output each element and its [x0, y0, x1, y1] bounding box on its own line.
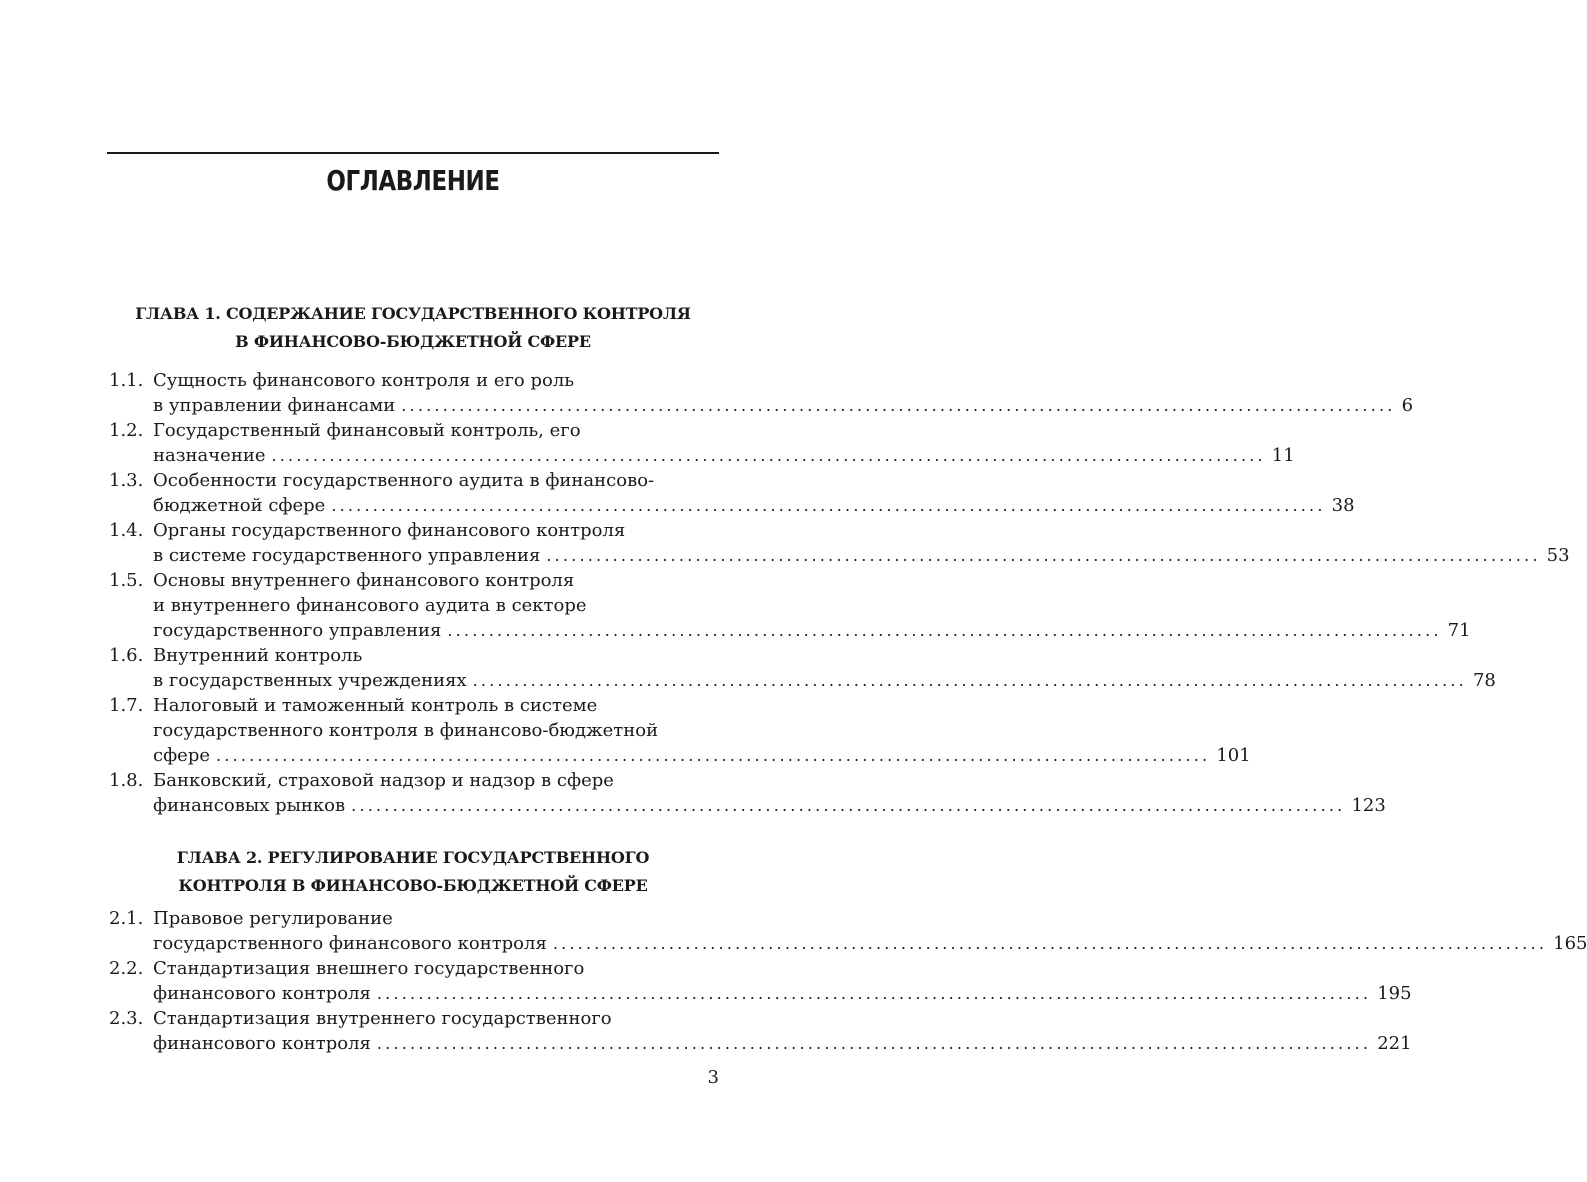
- toc-entry-2-3[interactable]: [107, 1006, 1412, 1056]
- dot-leader: ........................................................................................................................: [351, 796, 1346, 815]
- entry-text: финансового контроля: [153, 1033, 371, 1054]
- page-number: 3: [707, 1067, 719, 1088]
- entry-text: финансовых рынков: [153, 795, 346, 816]
- entry-text: Банковский, страховой надзор и надзор в сфере: [153, 770, 614, 791]
- entry-text: Органы государственного финансового контроля: [153, 520, 626, 541]
- dot-leader: ........................................................................................................................: [546, 546, 1541, 565]
- chapter-2-heading: [107, 844, 719, 900]
- entry-page: 195: [1377, 983, 1412, 1004]
- entry-text: государственного финансового контроля: [153, 933, 547, 954]
- entry-text: Стандартизация внешнего государственного: [153, 958, 585, 979]
- chapter-1-heading: [107, 300, 719, 356]
- dot-leader: ........................................................................................................................: [331, 496, 1326, 515]
- entry-number: 1.5.: [109, 570, 144, 591]
- entry-text: Стандартизация внутреннего государственного: [153, 1008, 612, 1029]
- top-rule: [107, 152, 719, 154]
- chapter-heading-line: ГЛАВА 1. СОДЕРЖАНИЕ ГОСУДАРСТВЕННОГО КОНТРОЛЯ: [135, 304, 691, 323]
- dot-leader: ........................................................................................................................: [376, 1034, 1372, 1053]
- toc-entry-1-7[interactable]: [107, 693, 1251, 768]
- chapter-1-toc: [107, 368, 1570, 818]
- entry-text: государственного управления: [153, 620, 442, 641]
- entry-page: 11: [1271, 445, 1295, 466]
- toc-entry-1-2[interactable]: [107, 418, 1295, 468]
- entry-page: 6: [1401, 395, 1414, 416]
- entry-text: Налоговый и таможенный контроль в системе: [153, 695, 598, 716]
- entry-number: 1.2.: [109, 420, 144, 441]
- entry-text: Основы внутреннего финансового контроля: [153, 570, 575, 591]
- entry-page: 78: [1472, 670, 1496, 691]
- entry-text: в государственных учреждениях: [153, 670, 467, 691]
- entry-page: 221: [1377, 1033, 1412, 1054]
- entry-number: 2.2.: [109, 958, 144, 979]
- dot-leader: ........................................................................................................................: [552, 934, 1548, 953]
- entry-number: 2.1.: [109, 908, 144, 929]
- dot-leader: ........................................................................................................................: [271, 446, 1266, 465]
- toc-entry-1-6[interactable]: [107, 643, 1496, 693]
- dot-leader: ........................................................................................................................: [472, 671, 1467, 690]
- entry-text: Внутренний контроль: [153, 645, 363, 666]
- chapter-heading-line: КОНТРОЛЯ В ФИНАНСОВО-БЮДЖЕТНОЙ СФЕРЕ: [178, 876, 648, 895]
- entry-number: 1.6.: [109, 645, 144, 666]
- toc-entry-2-1[interactable]: [107, 906, 1587, 956]
- entry-text: Сущность финансового контроля и его роль: [153, 370, 575, 391]
- entry-text: назначение: [153, 445, 266, 466]
- entry-number: 1.3.: [109, 470, 144, 491]
- toc-entry-1-1[interactable]: [107, 368, 1414, 418]
- entry-text: Особенности государственного аудита в финансово-: [153, 470, 655, 491]
- dot-leader: ........................................................................................................................: [401, 396, 1396, 415]
- dot-leader: ........................................................................................................................: [216, 746, 1211, 765]
- entry-page: 101: [1216, 745, 1251, 766]
- entry-text: государственного контроля в финансово-бюджетной: [153, 720, 659, 741]
- entry-text: в системе государственного управления: [153, 545, 541, 566]
- dot-leader: ........................................................................................................................: [447, 621, 1442, 640]
- entry-number: 1.7.: [109, 695, 144, 716]
- entry-page: 71: [1447, 620, 1471, 641]
- entry-text: и внутреннего финансового аудита в секторе: [153, 595, 587, 616]
- entry-text: бюджетной сфере: [153, 495, 326, 516]
- entry-page: 38: [1331, 495, 1355, 516]
- toc-entry-2-2[interactable]: [107, 956, 1412, 1006]
- entry-number: 1.8.: [109, 770, 144, 791]
- entry-text: Правовое регулирование: [153, 908, 393, 929]
- entry-text: финансового контроля: [153, 983, 371, 1004]
- entry-page: 53: [1546, 545, 1570, 566]
- chapter-heading-line: В ФИНАНСОВО-БЮДЖЕТНОЙ СФЕРЕ: [235, 332, 591, 351]
- entry-number: 1.4.: [109, 520, 144, 541]
- entry-number: 2.3.: [109, 1008, 144, 1029]
- chapter-2-toc: [107, 906, 1587, 1056]
- chapter-heading-line: ГЛАВА 2. РЕГУЛИРОВАНИЕ ГОСУДАРСТВЕННОГО: [176, 848, 650, 867]
- entry-text: в управлении финансами: [153, 395, 396, 416]
- entry-page: 123: [1351, 795, 1386, 816]
- entry-page: 165: [1553, 933, 1587, 954]
- toc-entry-1-8[interactable]: [107, 768, 1386, 818]
- toc-entry-1-4[interactable]: [107, 518, 1570, 568]
- entry-number: 1.1.: [109, 370, 144, 391]
- toc-entry-1-5[interactable]: [107, 568, 1471, 643]
- toc-entry-1-3[interactable]: [107, 468, 1355, 518]
- entry-text: Государственный финансовый контроль, его: [153, 420, 581, 441]
- page-title: ОГЛАВЛЕНИЕ: [326, 164, 500, 197]
- dot-leader: ........................................................................................................................: [376, 984, 1372, 1003]
- entry-text: сфере: [153, 745, 210, 766]
